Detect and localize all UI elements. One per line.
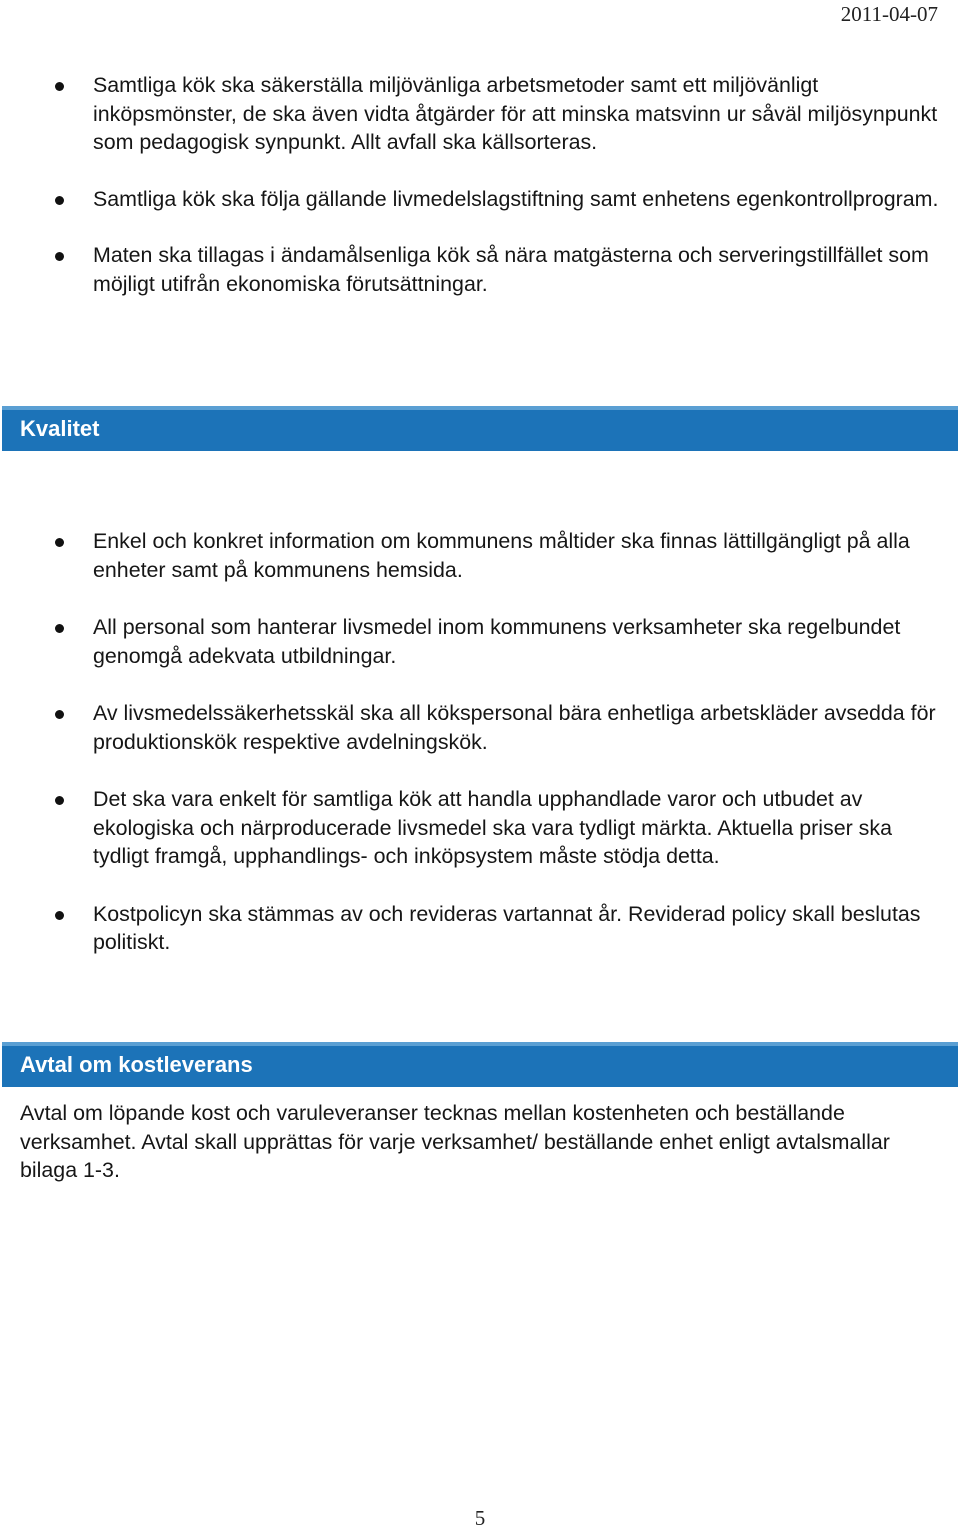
list-item [0, 699, 960, 756]
list-item [0, 241, 960, 298]
bullet-list-environment [0, 71, 960, 326]
list-item-text: Maten ska tillagas i ändamålsenliga kök så nära matgästerna och serveringstillfället som möjligt utifrån ekonomiska förutsättningar. [93, 243, 929, 296]
heading-bar-edge [2, 406, 958, 410]
list-item-text: All personal som hanterar livsmedel inom kommunens verksamheter ska regelbundet genomgå adekvata utbildningar. [93, 615, 901, 668]
bullet-icon [55, 538, 64, 547]
list-item [0, 71, 960, 157]
bullet-icon [55, 796, 64, 805]
document-date: 2011-04-07 [840, 2, 938, 26]
list-item [0, 185, 960, 214]
section-heading-label: Avtal om kostleverans [20, 1052, 253, 1077]
bullet-icon [55, 252, 64, 261]
bullet-icon [55, 710, 64, 719]
section-heading-label: Kvalitet [20, 416, 100, 441]
bullet-icon [55, 911, 64, 920]
list-item-text: Samtliga kök ska säkerställa miljövänliga arbetsmetoder samt ett miljövänligt inköpsmönster, de ska även vidta åtgärder för att minska matsvinn ur såväl miljösynpunkt som pedagogisk synpunkt. Allt avfall ska källsorteras. [93, 73, 938, 154]
bullet-list-kvalitet [0, 527, 960, 986]
list-item [0, 613, 960, 670]
list-item [0, 785, 960, 871]
page-number: 5 [474, 1506, 486, 1530]
list-item-text: Kostpolicyn ska stämmas av och revideras vartannat år. Reviderad policy skall beslutas politiskt. [93, 901, 921, 954]
section-heading-avtal [2, 1042, 958, 1087]
list-item [0, 900, 960, 957]
list-item-text: Enkel och konkret information om kommunens måltider ska finnas lättillgängligt på alla enheter samt på kommunens hemsida. [93, 529, 910, 582]
list-item-text: Av livsmedelssäkerhetsskäl ska all kökspersonal bära enhetliga arbetskläder avsedda för produktionskök respektive avdelningskök. [93, 701, 936, 754]
bullet-icon [55, 196, 64, 205]
list-item-text: Samtliga kök ska följa gällande livmedelslagstiftning samt enhetens egenkontrollprogram. [93, 186, 939, 211]
list-item-text: Det ska vara enkelt för samtliga kök att handla upphandlade varor och utbudet av ekologiska och närproducerade livsmedel ska vara tydligt märkta. Aktuella priser ska tydligt framgå, upphandlings- och inköpsystem måste stödja detta. [93, 787, 892, 868]
bullet-icon [55, 624, 64, 633]
list-item [0, 527, 960, 584]
avtal-paragraph: Avtal om löpande kost och varuleveranser tecknas mellan kostenheten och beställande verksamhet. Avtal skall upprättas för varje verksamhet/ beställande enhet enligt avtalsmallar bilaga 1-3. [20, 1101, 890, 1182]
bullet-icon [55, 82, 64, 91]
heading-bar-edge [2, 1042, 958, 1046]
section-heading-kvalitet [2, 406, 958, 451]
